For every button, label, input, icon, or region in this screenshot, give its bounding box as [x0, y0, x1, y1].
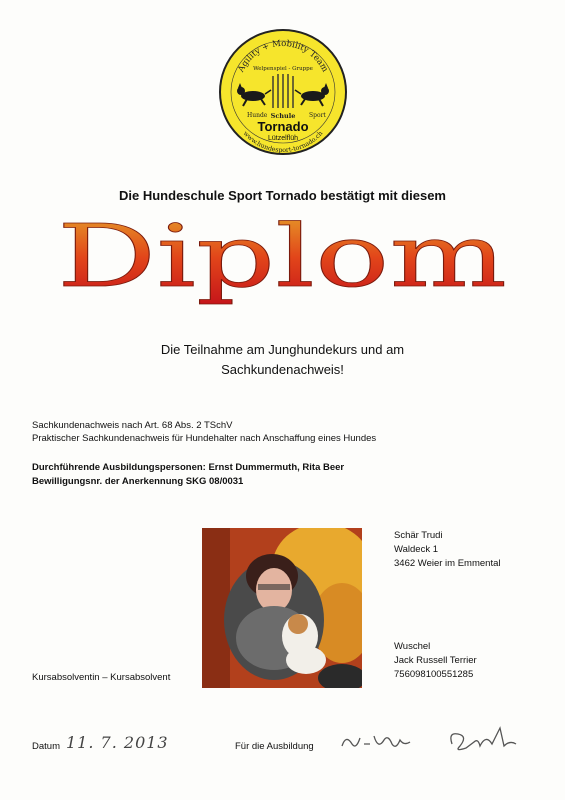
owner-street: Waldeck 1 [394, 544, 438, 555]
logo-right-word: Sport [309, 112, 326, 119]
date-value: 11. 7. 2013 [66, 733, 169, 752]
owner-city: 3462 Weier im Emmental [394, 558, 501, 569]
owner-with-dog-photo [202, 528, 362, 688]
participation-line-2: Sachkundenachweis! [221, 362, 344, 377]
logo-left-word: Hunde [247, 112, 268, 119]
logo-brand: Tornado [257, 119, 309, 134]
logo-place: Lützelflüh [268, 135, 298, 142]
dog-info [394, 640, 477, 682]
logo-subtitle: Welpenspiel - Gruppe [253, 66, 313, 72]
diploma-title-text: Diplom [57, 207, 507, 306]
participation-line-1: Die Teilnahme am Junghundekurs und am [160, 342, 405, 357]
training-label: Für die Ausbildung [235, 741, 314, 752]
diploma-title [0, 206, 565, 306]
owner-name: Schär Trudi [394, 530, 443, 541]
legal-basis: Sachkundenachweis nach Art. 68 Abs. 2 TSchV [32, 420, 233, 431]
practical-proof: Praktischer Sachkundenachweis für Hundehalter nach Anschaffung eines Hundes [32, 433, 377, 444]
permit-number: Bewilligungsnr. der Anerkennung SKG 08/0031 [32, 476, 244, 487]
signatures [340, 722, 520, 758]
signature-2 [451, 728, 516, 750]
date-label: Datum [32, 741, 60, 752]
logo-center-word: Schule [270, 112, 296, 120]
school-logo [217, 28, 349, 158]
graduate-label: Kursabsolventin – Kursabsolvent [32, 672, 171, 683]
logo-arc-top: Agility + Mobility Team [236, 38, 330, 74]
participation-text [100, 340, 465, 380]
trainers: Durchführende Ausbildungspersonen: Ernst Dummermuth, Rita Beer [32, 462, 345, 473]
owner-address [394, 529, 500, 571]
signature-1 [342, 736, 410, 746]
dog-name: Wuschel [394, 641, 431, 652]
logo-url: www.hundesport-tornado.ch [241, 130, 325, 155]
confirmation-text: Die Hundeschule Sport Tornado bestätigt mit diesem [119, 188, 446, 203]
dog-chip-number: 756098100551285 [394, 669, 474, 680]
dog-breed: Jack Russell Terrier [394, 655, 477, 666]
